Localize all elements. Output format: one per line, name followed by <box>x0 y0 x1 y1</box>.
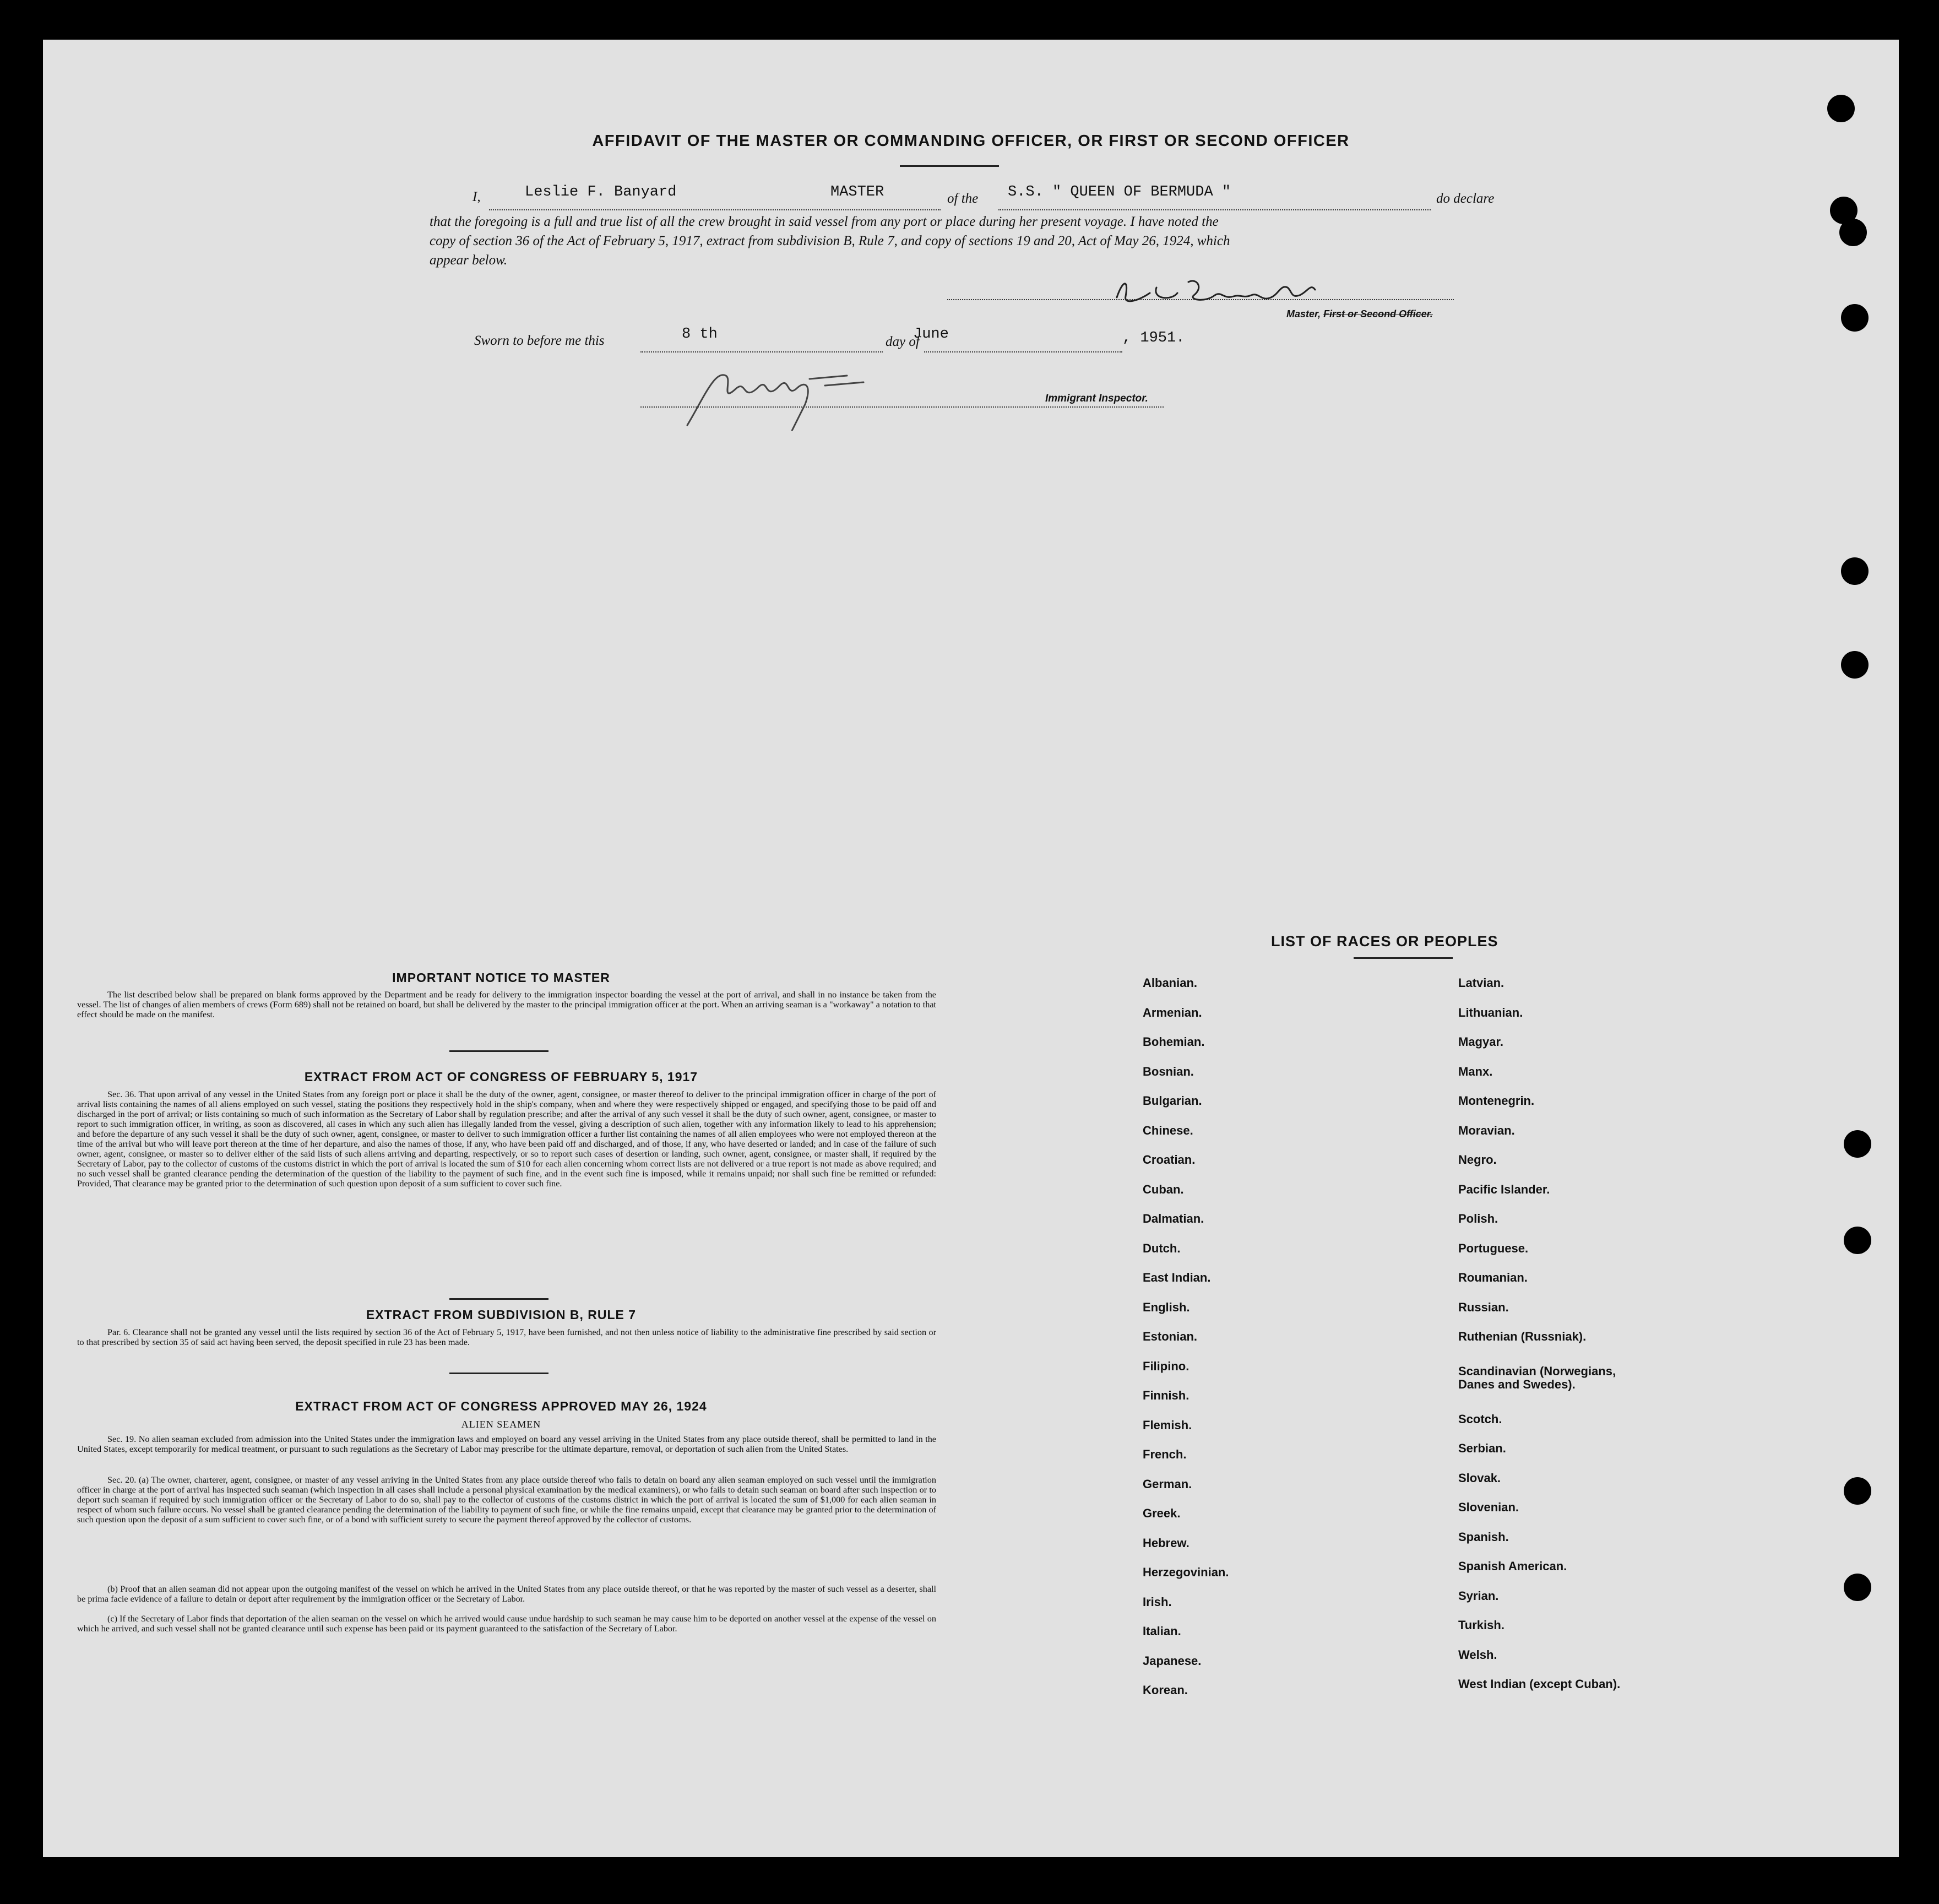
race-item: Welsh. <box>1458 1647 1497 1662</box>
punch-hole <box>1844 1227 1871 1254</box>
race-item: Latvian. <box>1458 976 1505 990</box>
race-item: Moravian. <box>1458 1123 1515 1137</box>
affidavit-line-3: copy of section 36 of the Act of February 5, 1917, extract from subdivision B, Rule 7, and copy of sections 19 and 20, Act of May 26, 1924, which <box>430 234 1230 248</box>
affidavit-line-4: appear below. <box>430 253 508 268</box>
punch-hole <box>1844 1477 1871 1505</box>
race-item: Herzegovinian. <box>1143 1565 1229 1579</box>
notice-body: The list described below shall be prepared on blank forms approved by the Department and be ready for delivery to the immigration inspector boarding the vessel at the port of arrival, and shall in no instance be taken from the vessel. The list of changes of alien members of crews (Form 689) shall not be retained on board, but shall be delivered by the master to the principal immigration officer at the port. When an arriving seaman is a "workaway" a notation to that effect should be made on the manifest. <box>77 990 936 1019</box>
race-item: Negro. <box>1458 1153 1497 1167</box>
race-item: German. <box>1143 1477 1192 1491</box>
document-sheet <box>43 40 1899 1857</box>
day-line <box>640 332 883 352</box>
race-item: Chinese. <box>1143 1123 1193 1137</box>
race-item: Irish. <box>1143 1594 1172 1609</box>
race-item: Serbian. <box>1458 1441 1506 1456</box>
race-item: Manx. <box>1458 1064 1493 1078</box>
punch-hole <box>1844 1574 1871 1601</box>
race-item: West Indian (except Cuban). <box>1458 1677 1621 1691</box>
race-item: Croatian. <box>1143 1153 1196 1167</box>
race-item: English. <box>1143 1300 1190 1314</box>
race-item: Estonian. <box>1143 1330 1198 1343</box>
struck-officer-caption: First or Second Officer. <box>1323 308 1433 319</box>
extract-1917-title: EXTRACT FROM ACT OF CONGRESS OF FEBRUARY 5, 1917 <box>304 1070 698 1084</box>
race-item: Syrian. <box>1458 1588 1499 1603</box>
race-item: Polish. <box>1458 1212 1498 1225</box>
extract-1917-body: Sec. 36. That upon arrival of any vessel in the United States from any foreign port or place it shall be the duty of the owner, agent, consignee, or master thereof to deliver to the principal immigration officer in charge of the port of arrival lists containing the names of all aliens employed on such vessel, stating the positions they respectively hold in the ship's company, when and where they were respectively shipped or engaged, and specifying those to be paid off and discharged in the port of arrival; or lists containing so much of such information as the Secretary of Labor shall by regulation prescribe; and after the arrival of any such vessel it shall be the duty of such owner, agent, consignee, or master to report to such immigration officer, in writing, as soon as discovered, all cases in which any such alien has illegally landed from the vessel, giving a description of such alien, together with any information likely to lead to his apprehension; and before the departure of any such vessel it shall be the duty of such owner, agent, consignee, or master to deliver to such immigration officer a further list containing the names of all alien employees who were not employed thereon at the time of the arrival but who will leave port thereon at the time of her departure, and also the names of those, if any, who have been paid off and discharged, and of those, if any, who have deserted or landed; and in case of the failure of such owner, agent, consignee, or master so to deliver either of the said lists of such aliens arriving and departing, respectively, or so to report such cases of desertion or landing, such owner, agent, consignee, or master shall, if required by the Secretary of Labor, pay to the collector of customs of the customs district in which the port of arrival is located the sum of $10 for each alien concerning whom correct lists are not delivered or a true report is not made as above required; and no such vessel shall be granted clearance pending the determination of the question of the liability to the payment of such fine, and in the event such fine is imposed, while it remains unpaid; nor shall such fine be remitted or refunded: Provided, That clearance may be granted prior to the determination of such question upon deposit of a sum sufficient to cover such fine. <box>77 1089 936 1189</box>
sworn-day: 8 th <box>682 326 718 343</box>
race-item: Pacific Islander. <box>1458 1182 1550 1196</box>
race-item: Lithuanian. <box>1458 1005 1523 1019</box>
punch-hole <box>1839 219 1867 246</box>
race-item: Greek. <box>1143 1506 1181 1520</box>
race-item: Scotch. <box>1458 1412 1502 1426</box>
section-rule <box>449 1298 548 1300</box>
race-item: Bosnian. <box>1143 1064 1194 1078</box>
title-rule <box>900 165 999 167</box>
race-item: Japanese. <box>1143 1653 1202 1668</box>
race-item: Roumanian. <box>1458 1271 1528 1284</box>
sec-20a-body: Sec. 20. (a) The owner, charterer, agent, consignee, or master of any vessel arriving in the United States from any place outside thereof who fails to detain on board any alien seaman employed on such vessel until the immigration officer in charge at the port of arrival has inspected such seaman (which inspection in all cases shall include a personal physical examination by the medical examiners), or who fails to detain such seaman on board after such inspection or to deport such seaman if required by such immigration officer or the Secretary of Labor to do so, shall pay to the collector of customs of the customs district in which the port of arrival is located the sum of $1,000 for each alien seaman in respect of whom such failure occurs. No vessel shall be granted clearance pending the determination of the liability to payment of such fine, or while the fine remains unpaid, except that clearance may be granted prior to the determination of such question upon the deposit of a sum sufficient to cover such fine, or of a bond with sufficient surety to secure the payment thereof approved by the collector of customs. <box>77 1475 936 1525</box>
day-of-label: day of <box>886 334 920 349</box>
race-item: Flemish. <box>1143 1418 1192 1432</box>
sworn-year: , 1951. <box>1122 330 1185 346</box>
master-caption: Master, <box>1286 308 1321 319</box>
race-item: Slovak. <box>1458 1471 1501 1485</box>
affiant-name: Leslie F. Banyard <box>525 184 677 200</box>
race-item: Montenegrin. <box>1458 1094 1535 1108</box>
inspector-caption: Immigrant Inspector. <box>1045 393 1148 404</box>
affidavit-title: AFFIDAVIT OF THE MASTER OR COMMANDING OFFICER, OR FIRST OR SECOND OFFICER <box>592 132 1350 150</box>
extract-rule7-title: EXTRACT FROM SUBDIVISION B, RULE 7 <box>366 1308 637 1322</box>
race-item: Russian. <box>1458 1300 1509 1314</box>
race-item: Italian. <box>1143 1624 1181 1638</box>
race-item: East Indian. <box>1143 1271 1211 1284</box>
affidavit-line-2: that the foregoing is a full and true list of all the crew brought in said vessel from any port or place during her present voyage. I have noted the <box>430 214 1219 229</box>
notice-title: IMPORTANT NOTICE TO MASTER <box>392 970 610 985</box>
vessel-name: S.S. " QUEEN OF BERMUDA " <box>1008 184 1231 200</box>
race-item: Finnish. <box>1143 1388 1190 1402</box>
extract-rule7-body: Par. 6. Clearance shall not be granted any vessel until the lists required by section 36 of the Act of February 5, 1917, have been furnished, and not then unless notice of liability to the administrative fine prescribed by said section or to that prescribed by section 35 of said act having been served, the deposit specified in rule 23 has been made. <box>77 1327 936 1347</box>
section-rule <box>449 1050 548 1052</box>
race-item: Scandinavian (Norwegians, Danes and Swedes). <box>1458 1364 1616 1391</box>
affiant-rank: MASTER <box>830 184 884 200</box>
race-item: Dutch. <box>1143 1241 1181 1255</box>
race-item: Filipino. <box>1143 1359 1190 1373</box>
races-title: LIST OF RACES OR PEOPLES <box>1271 933 1498 950</box>
races-rule <box>1354 957 1453 959</box>
race-item: Slovenian. <box>1458 1500 1519 1515</box>
month-line <box>924 332 1122 352</box>
sec-20c-body: (c) If the Secretary of Labor finds that deportation of the alien seaman on the vessel on which he arrived would cause undue hardship to such seaman he may cause him to be deported on another vessel at the expense of the vessel on which he arrived, and such vessel shall not be granted clearance until such expense has been paid or its payment guaranteed to the satisfaction of the Secretary of Labor. <box>77 1614 936 1634</box>
race-item: Ruthenian (Russniak). <box>1458 1330 1587 1343</box>
do-declare-label: do declare <box>1436 191 1495 206</box>
race-item: Bohemian. <box>1143 1035 1205 1049</box>
sworn-month: June <box>913 326 949 343</box>
race-item: Korean. <box>1143 1683 1188 1697</box>
signature-caption <box>1286 308 1433 320</box>
sworn-label: Sworn to before me this <box>474 333 605 348</box>
sec-19-body: Sec. 19. No alien seaman excluded from admission into the United States under the immigration laws and employed on board any vessel arriving in the United States from any place outside thereof, shall be permitted to land in the United States, except temporarily for medical treatment, or pursuant to such regulations as the Secretary of Labor may prescribe for the ultimate departure, removal, or deportation of such alien from the United States. <box>77 1434 936 1454</box>
punch-hole <box>1841 651 1869 679</box>
race-item: Spanish American. <box>1458 1559 1567 1574</box>
punch-hole <box>1841 557 1869 585</box>
race-item: Armenian. <box>1143 1005 1202 1019</box>
extract-1924-title: EXTRACT FROM ACT OF CONGRESS APPROVED MAY 26, 1924 <box>295 1399 707 1413</box>
punch-hole <box>1841 304 1869 332</box>
punch-hole <box>1844 1130 1871 1158</box>
sec-20b-body: (b) Proof that an alien seaman did not appear upon the outgoing manifest of the vessel on which he arrived in the United States from any place outside thereof, or that he was reported by the master of such vessel as a deserter, shall be prima facie evidence of a failure to detain or deport after requirement by the immigration officer or the Secretary of Labor. <box>77 1584 936 1604</box>
race-item: Cuban. <box>1143 1182 1184 1196</box>
of-the-label: of the <box>947 191 979 206</box>
punch-hole <box>1827 95 1855 122</box>
race-item: Turkish. <box>1458 1618 1505 1632</box>
race-item: Dalmatian. <box>1143 1212 1204 1225</box>
race-item: Magyar. <box>1458 1035 1503 1049</box>
race-item: Hebrew. <box>1143 1536 1190 1550</box>
section-rule <box>449 1373 548 1374</box>
race-item: French. <box>1143 1447 1187 1461</box>
race-item: Bulgarian. <box>1143 1094 1202 1108</box>
race-item: Albanian. <box>1143 976 1198 990</box>
race-item: Portuguese. <box>1458 1241 1529 1255</box>
affidavit-i: I, <box>472 189 481 204</box>
inspector-signature <box>682 354 902 431</box>
extract-1924-subtitle: ALIEN SEAMEN <box>461 1419 541 1430</box>
race-item: Spanish. <box>1458 1529 1509 1544</box>
